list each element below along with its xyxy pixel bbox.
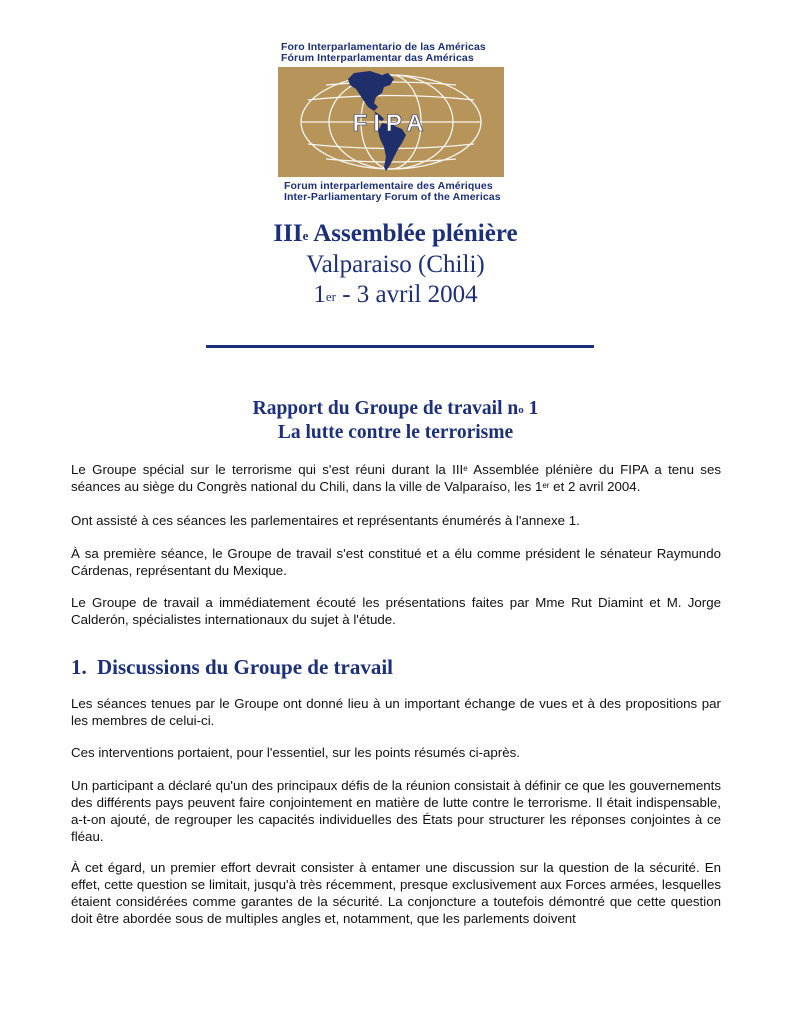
title-location: Valparaiso (Chili): [306, 251, 485, 278]
title-dates: 1er - 3 avril 2004: [313, 281, 478, 308]
intro-paragraph-2: Ont assisté à ces séances les parlementaires et représentants énumérés à l'annexe 1.: [71, 513, 580, 528]
section-paragraph-2: Ces interventions portaient, pour l'essentiel, sur les points résumés ci-après.: [71, 745, 520, 760]
report-heading: [0, 397, 791, 445]
logo-name-english: Inter-Parliamentary Forum of the Americas: [284, 191, 501, 203]
title-assembly: IIIe Assemblée plénière: [273, 220, 518, 247]
section-heading: 1. Discussions du Groupe de travail: [71, 655, 393, 679]
intro-paragraph-1: Le Groupe spécial sur le terrorisme qui s'est réuni durant la IIIe Assemblée plénière du FIPA a tenu ses séances au siège du Congrès national du Chili, dans la ville de Valparaíso, les 1er et 2 avril 2004.: [71, 462, 721, 494]
logo-name-spanish: Foro Interparlamentario de las Américas: [281, 41, 486, 53]
title-divider: [206, 345, 594, 348]
logo-name-portuguese: Fórum Interparlamentar das Américas: [281, 52, 474, 64]
section-paragraph-1: Les séances tenues par le Groupe ont donné lieu à un important échange de vues et à des propositions par les membres de celui-ci.: [71, 696, 721, 728]
intro-paragraph-3: À sa première séance, le Groupe de travail s'est constitué et a élu comme président le sénateur Raymundo Cárdenas, représentant du Mexique.: [71, 546, 721, 578]
logo-acronym: FIPA: [352, 110, 430, 137]
intro-paragraph-4: Le Groupe de travail a immédiatement écouté les présentations faites par Mme Rut Diamint et M. Jorge Calderón, spécialistes internationaux du sujet à l'étude.: [71, 595, 721, 627]
report-subtitle: La lutte contre le terrorisme: [277, 422, 514, 443]
assembly-title: [0, 218, 791, 310]
report-title: Rapport du Groupe de travail $n^o$ 1: [252, 398, 539, 419]
section-paragraph-4: À cet égard, un premier effort devrait consister à entamer une discussion sur la question de la sécurité. En effet, cette question se limitait, jusqu'à très récemment, presque exclusivement aux Forces armées, lesquelles étaient considérées comme garantes de la sécurité. La conjoncture a toutefois démontré que cette question doit être abordée sous de multiples angles et, notamment, que les parlements doivent: [71, 860, 721, 926]
logo-name-french: Forum interparlementaire des Amériques: [284, 180, 493, 192]
logo-emblem: [278, 67, 504, 177]
globe-map-icon: [278, 67, 504, 177]
fipa-logo: [278, 42, 510, 203]
section-paragraph-3: Un participant a déclaré qu'un des principaux défis de la réunion consistait à définir ce que les gouvernements des différents pays peuvent faire conjointement en matière de lutte contre le terrorisme. Il était indispensable, a-t-on ajouté, de regrouper les capacités individuelles des États pour structurer les réponses conjointes à ce fléau.: [71, 778, 721, 844]
